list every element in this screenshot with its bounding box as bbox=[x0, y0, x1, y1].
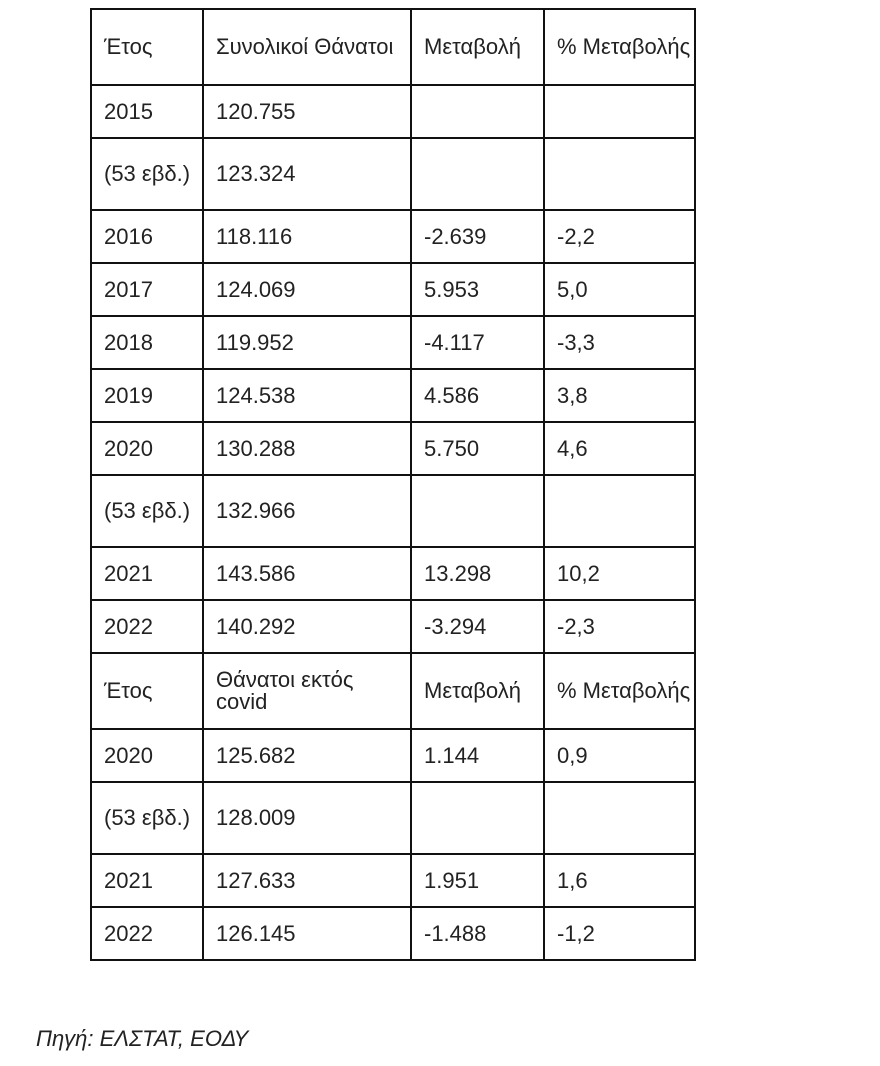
cell-year: 2018 bbox=[91, 316, 203, 369]
cell-year: 2015 bbox=[91, 85, 203, 138]
table-row bbox=[91, 316, 695, 369]
cell-deaths: 120.755 bbox=[203, 85, 411, 138]
header-pct-change: % Μεταβολής bbox=[544, 653, 695, 729]
cell-year: 2020 bbox=[91, 422, 203, 475]
cell-pct-change: 1,6 bbox=[544, 854, 695, 907]
cell-deaths: 127.633 bbox=[203, 854, 411, 907]
table-row bbox=[91, 85, 695, 138]
table-row bbox=[91, 210, 695, 263]
header-row-total-deaths bbox=[91, 9, 695, 85]
cell-year: 2022 bbox=[91, 907, 203, 960]
cell-change: 5.953 bbox=[411, 263, 544, 316]
table-row bbox=[91, 138, 695, 210]
cell-year: 2021 bbox=[91, 854, 203, 907]
cell-deaths: 132.966 bbox=[203, 475, 411, 547]
table-row bbox=[91, 422, 695, 475]
cell-pct-change: 4,6 bbox=[544, 422, 695, 475]
cell-change bbox=[411, 138, 544, 210]
table-row bbox=[91, 600, 695, 653]
cell-deaths: 119.952 bbox=[203, 316, 411, 369]
cell-deaths: 143.586 bbox=[203, 547, 411, 600]
deaths-table bbox=[90, 8, 696, 961]
cell-deaths: 125.682 bbox=[203, 729, 411, 782]
header-change: Μεταβολή bbox=[411, 653, 544, 729]
cell-pct-change: -1,2 bbox=[544, 907, 695, 960]
cell-change: -2.639 bbox=[411, 210, 544, 263]
table-row bbox=[91, 907, 695, 960]
cell-deaths: 123.324 bbox=[203, 138, 411, 210]
table-row bbox=[91, 369, 695, 422]
cell-change: -3.294 bbox=[411, 600, 544, 653]
cell-pct-change bbox=[544, 138, 695, 210]
cell-change: -4.117 bbox=[411, 316, 544, 369]
cell-pct-change: -3,3 bbox=[544, 316, 695, 369]
cell-pct-change: 10,2 bbox=[544, 547, 695, 600]
cell-deaths: 126.145 bbox=[203, 907, 411, 960]
cell-year: (53 εβδ.) bbox=[91, 782, 203, 854]
header-year: Έτος bbox=[91, 9, 203, 85]
cell-deaths: 124.069 bbox=[203, 263, 411, 316]
cell-year: 2022 bbox=[91, 600, 203, 653]
table-row bbox=[91, 547, 695, 600]
header-row-non-covid-deaths bbox=[91, 653, 695, 729]
cell-year: (53 εβδ.) bbox=[91, 475, 203, 547]
cell-deaths: 140.292 bbox=[203, 600, 411, 653]
table-row bbox=[91, 263, 695, 316]
table-row bbox=[91, 729, 695, 782]
cell-year: 2016 bbox=[91, 210, 203, 263]
cell-deaths: 118.116 bbox=[203, 210, 411, 263]
cell-change bbox=[411, 85, 544, 138]
header-pct-change: % Μεταβολής bbox=[544, 9, 695, 85]
header-year: Έτος bbox=[91, 653, 203, 729]
header-total-deaths: Συνολικοί Θάνατοι bbox=[203, 9, 411, 85]
cell-pct-change bbox=[544, 85, 695, 138]
cell-year: 2020 bbox=[91, 729, 203, 782]
table-row bbox=[91, 854, 695, 907]
header-change: Μεταβολή bbox=[411, 9, 544, 85]
cell-year: 2019 bbox=[91, 369, 203, 422]
cell-pct-change bbox=[544, 475, 695, 547]
cell-change bbox=[411, 782, 544, 854]
cell-year: 2017 bbox=[91, 263, 203, 316]
cell-deaths: 130.288 bbox=[203, 422, 411, 475]
cell-deaths: 124.538 bbox=[203, 369, 411, 422]
cell-pct-change: 0,9 bbox=[544, 729, 695, 782]
cell-pct-change: -2,3 bbox=[544, 600, 695, 653]
cell-pct-change: -2,2 bbox=[544, 210, 695, 263]
cell-change: 1.951 bbox=[411, 854, 544, 907]
cell-change: -1.488 bbox=[411, 907, 544, 960]
cell-change bbox=[411, 475, 544, 547]
cell-pct-change: 3,8 bbox=[544, 369, 695, 422]
table-row bbox=[91, 782, 695, 854]
header-non-covid-deaths: Θάνατοι εκτός covid bbox=[203, 653, 411, 729]
cell-deaths: 128.009 bbox=[203, 782, 411, 854]
cell-change: 1.144 bbox=[411, 729, 544, 782]
cell-pct-change bbox=[544, 782, 695, 854]
cell-change: 13.298 bbox=[411, 547, 544, 600]
cell-change: 5.750 bbox=[411, 422, 544, 475]
cell-year: (53 εβδ.) bbox=[91, 138, 203, 210]
source-note: Πηγή: ΕΛΣΤΑΤ, ΕΟΔΥ bbox=[36, 1026, 249, 1051]
cell-year: 2021 bbox=[91, 547, 203, 600]
cell-pct-change: 5,0 bbox=[544, 263, 695, 316]
table-row bbox=[91, 475, 695, 547]
cell-change: 4.586 bbox=[411, 369, 544, 422]
